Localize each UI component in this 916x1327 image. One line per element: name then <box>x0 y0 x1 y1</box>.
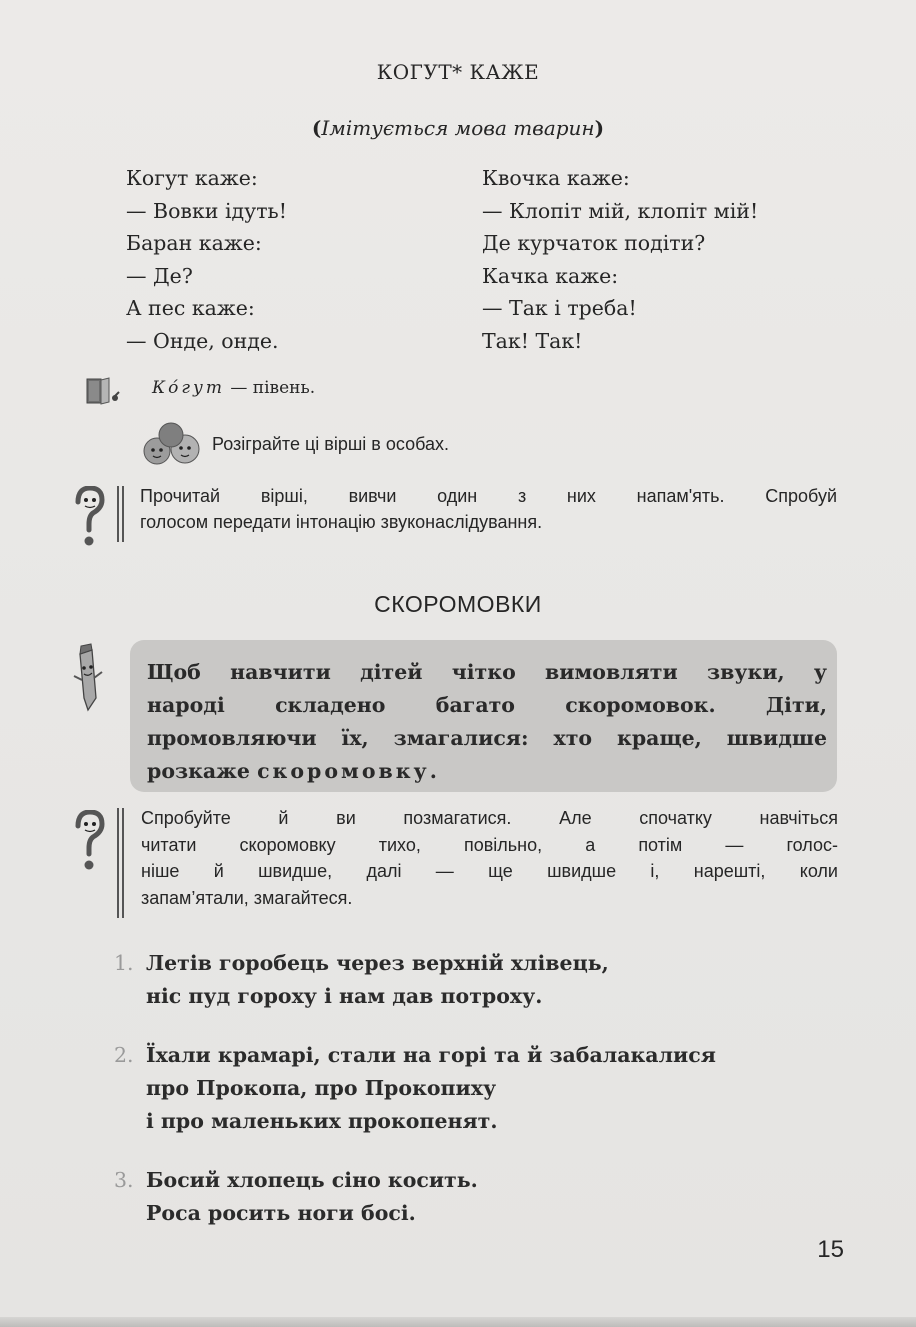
tongue-twister-number: 2. <box>114 1043 134 1067</box>
subtitle-close-paren: ) <box>594 116 605 140</box>
info-box-text <box>147 656 827 788</box>
poem-line: Качка каже: <box>482 263 619 288</box>
tongue-twister-item <box>114 1039 716 1138</box>
poem-line: Так! Так! <box>482 328 583 353</box>
poem-title: КОГУТ* КАЖЕ <box>376 60 540 84</box>
poem-line: — Де? <box>126 263 193 288</box>
task-line: запам’ятали, змагайтеся. <box>141 887 353 908</box>
subtitle-text: Імітується мова тварин <box>321 116 595 140</box>
activity-text: Розіграйте ці вірші в особах. <box>212 434 449 454</box>
pencil-character-icon <box>70 640 104 712</box>
info-line: народі складено багато скоромовок. Діти, <box>147 693 827 717</box>
task-2-text <box>141 805 838 911</box>
info-key-term: скоромовку <box>257 759 430 783</box>
task-line: читати скоромовку тихо, повільно, а потім — голос- <box>141 834 838 855</box>
children-group-icon <box>141 421 203 473</box>
task-marker-line <box>122 808 124 918</box>
tongue-twister-line: Їхали крамарі, стали на горі та й забалакалися <box>146 1043 716 1067</box>
tongue-twister-number: 1. <box>114 951 134 975</box>
info-line-suffix: . <box>429 759 437 783</box>
task-line: ніше й швидше, далі — ще швидше і, нарешті, коли <box>141 861 838 881</box>
task-1-text <box>140 483 837 535</box>
poem-line: А пес каже: <box>126 296 255 320</box>
tongue-twister-list <box>114 947 716 1230</box>
page-bottom-edge <box>0 1317 916 1327</box>
footnote-definition: — півень. <box>230 378 316 398</box>
footnote <box>152 378 315 398</box>
tongue-twister-number: 3. <box>114 1168 134 1192</box>
section-title: СКОРОМОВКИ <box>374 591 542 617</box>
info-line-prefix: розкаже <box>147 759 250 783</box>
info-line: промовляючи їх, змагалися: хто краще, швидше <box>147 726 827 750</box>
info-line-last <box>147 755 827 788</box>
poem-subtitle <box>0 116 916 140</box>
page-number: 15 <box>817 1236 844 1263</box>
task-marker-line <box>122 486 124 542</box>
poem-line: — Клопіт мій, клопіт мій! <box>482 198 759 223</box>
question-mark-character-icon <box>72 810 106 872</box>
tongue-twister-line: Босий хлопець сіно косить. <box>146 1168 478 1192</box>
poem-line: Когут каже: <box>126 166 258 190</box>
question-mark-character-icon <box>72 486 106 548</box>
tongue-twister-line: Летів горобець через верхній хлівець, <box>146 951 609 975</box>
poem-line: — Так і треба! <box>482 296 637 320</box>
tongue-twister-line: Роса росить ноги босі. <box>146 1201 416 1225</box>
tongue-twister-line: і про маленьких прокопенят. <box>146 1109 498 1133</box>
poem-line: — Онде, онде. <box>126 328 279 353</box>
footnote-word: Ко́гут <box>152 378 225 398</box>
task-line: Прочитай вірші, вивчи один з них напам'ять. Спробуй <box>140 486 837 506</box>
task-line: Спробуйте й ви позмагатися. Але спочатку навчіться <box>141 808 838 828</box>
poem-line: — Вовки ідуть! <box>126 198 287 223</box>
poem-line: Квочка каже: <box>482 166 630 190</box>
poem-right-column <box>482 162 758 357</box>
book-dictionary-icon <box>84 376 124 406</box>
poem-line: Де курчаток подіти? <box>482 231 706 255</box>
subtitle-open-paren: ( <box>311 116 322 140</box>
info-line: Щоб навчити дітей чітко вимовляти звуки, у <box>147 660 827 684</box>
task-line: голосом передати інтонацію звуконаслідування. <box>140 512 543 532</box>
task-marker-line <box>117 808 119 918</box>
tongue-twister-item <box>114 1164 716 1230</box>
tongue-twister-line: про Прокопа, про Прокопиху <box>146 1076 497 1100</box>
tongue-twister-line: ніс пуд гороху і нам дав потроху. <box>146 984 543 1008</box>
poem-line: Баран каже: <box>126 231 262 255</box>
tongue-twister-item <box>114 947 716 1013</box>
poem-left-column <box>126 162 287 357</box>
task-marker-line <box>117 486 119 542</box>
